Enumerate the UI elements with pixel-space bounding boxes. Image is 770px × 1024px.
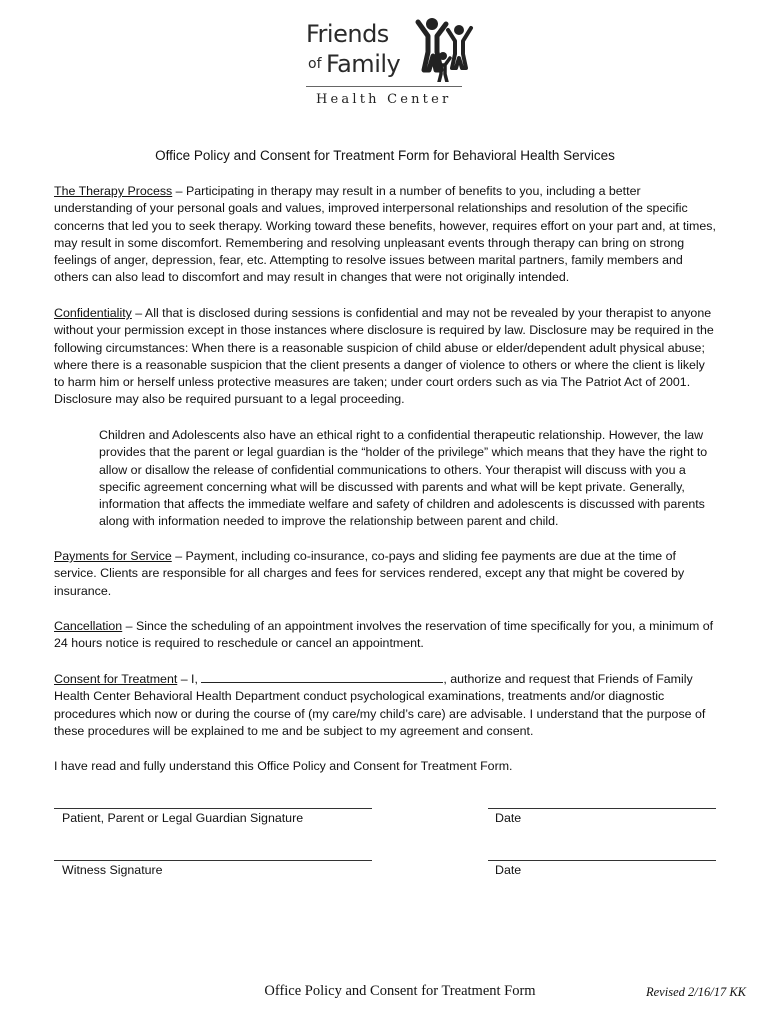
logo-text-friends: Friends: [306, 20, 389, 48]
payments-paragraph: [54, 548, 716, 600]
patient-signature-line[interactable]: [54, 808, 372, 809]
acknowledgement-statement: I have read and fully understand this Office Policy and Consent for Treatment Form.: [54, 759, 513, 773]
consent-paragraph: [54, 670, 716, 740]
payments-text: – Payment, including co-insurance, co-pays and sliding fee payments are due at the time of service. Clients are responsible for all charges and fees for services rendered, except any that might be covered by insurance.: [54, 549, 685, 598]
confidentiality-text: – All that is disclosed during sessions is confidential and may not be revealed by your therapist to anyone without your permission except in those instances where disclosure is required by law. Disclosure may be required in the following circumstances: When there is a reasonable suspicion of child abuse or elder/dependent adult physical abuse; where there is a reasonable suspicion that the client presents a danger of violence to others or where the client is likely to harm him or herself unless protective measures are taken; under court orders such as via The Patriot Act of 2001. Disclosure may also be required pursuant to a legal proceeding.: [54, 306, 714, 407]
confidentiality-paragraph: [54, 305, 716, 409]
children-adolescents-text: also have an ethical right to a confidential therapeutic relationship. However, the law provides that the parent or legal guardian is the “holder of the privilege” which means that they have the right to allow or disallow the release of confidential communications to others. Your therapist will discuss with you a specific agreement concerning what will be discussed with parents and what will be kept private. Generally, information that affects the immediate welfare and safety of children and adolescents is discussed with parents along with information needed to improve the relationship between parent and child.: [99, 428, 708, 529]
logo-divider: [306, 86, 462, 87]
document-title: Office Policy and Consent for Treatment Form for Behavioral Health Services: [155, 148, 615, 163]
date-line-2[interactable]: [488, 860, 716, 861]
children-adolescents-heading: Children and Adolescents: [99, 428, 240, 442]
date-label-2: Date: [495, 863, 522, 877]
friends-of-family-logo: [300, 16, 475, 108]
date-line-1[interactable]: [488, 808, 716, 809]
logo-text-health-center: Health Center: [316, 92, 452, 107]
family-figures-icon: [414, 16, 474, 82]
therapy-process-heading: The Therapy Process: [54, 184, 173, 198]
consent-text-post: , authorize and request that Friends of Family Health Center Behavioral Health Department conduct psychological examinations, treatments and/or diagnostic procedures which now or during the course of (my care/my child’s care) are advisable. I understand that the purpose of these procedures will be explained to me and be subject to my agreement and consent.: [54, 672, 706, 738]
witness-signature-line[interactable]: [54, 860, 372, 861]
footer-title: Office Policy and Consent for Treatment Form: [264, 983, 536, 999]
cancellation-heading: Cancellation: [54, 619, 123, 633]
payments-heading: Payments for Service: [54, 549, 172, 563]
children-adolescents-paragraph: [99, 427, 716, 531]
therapy-process-text: – Participating in therapy may result in a number of benefits to you, including a better understanding of your personal goals and values, improved interpersonal relationships and resolution of the specific concerns that led you to seek therapy. Working toward these benefits, however, requires effort on your part and, at times, may result in some discomfort. Remembering and resolving unpleasant events through therapy can bring on strong feelings of anger, depression, fear, etc. Attempting to resolve issues between marital partners, family members and others can also lead to discomfort and may result in changes that were not originally intended.: [54, 184, 716, 285]
cancellation-text: – Since the scheduling of an appointment involves the reservation of time specifically for you, a minimum of 24 hours notice is required to reschedule or cancel an appointment.: [54, 619, 714, 651]
revision-note: Revised 2/16/17 KK: [646, 985, 746, 999]
consent-heading: Consent for Treatment: [54, 672, 178, 686]
consent-name-field[interactable]: [201, 670, 443, 683]
witness-signature-label: Witness Signature: [62, 863, 163, 877]
therapy-process-paragraph: [54, 183, 716, 287]
date-label-1: Date: [495, 811, 522, 825]
consent-text-pre: – I,: [177, 672, 202, 686]
logo-text-of: of: [308, 56, 322, 72]
cancellation-paragraph: [54, 618, 716, 653]
logo-text-family: Family: [326, 50, 401, 78]
confidentiality-heading: Confidentiality: [54, 306, 132, 320]
patient-signature-label: Patient, Parent or Legal Guardian Signature: [62, 811, 304, 825]
